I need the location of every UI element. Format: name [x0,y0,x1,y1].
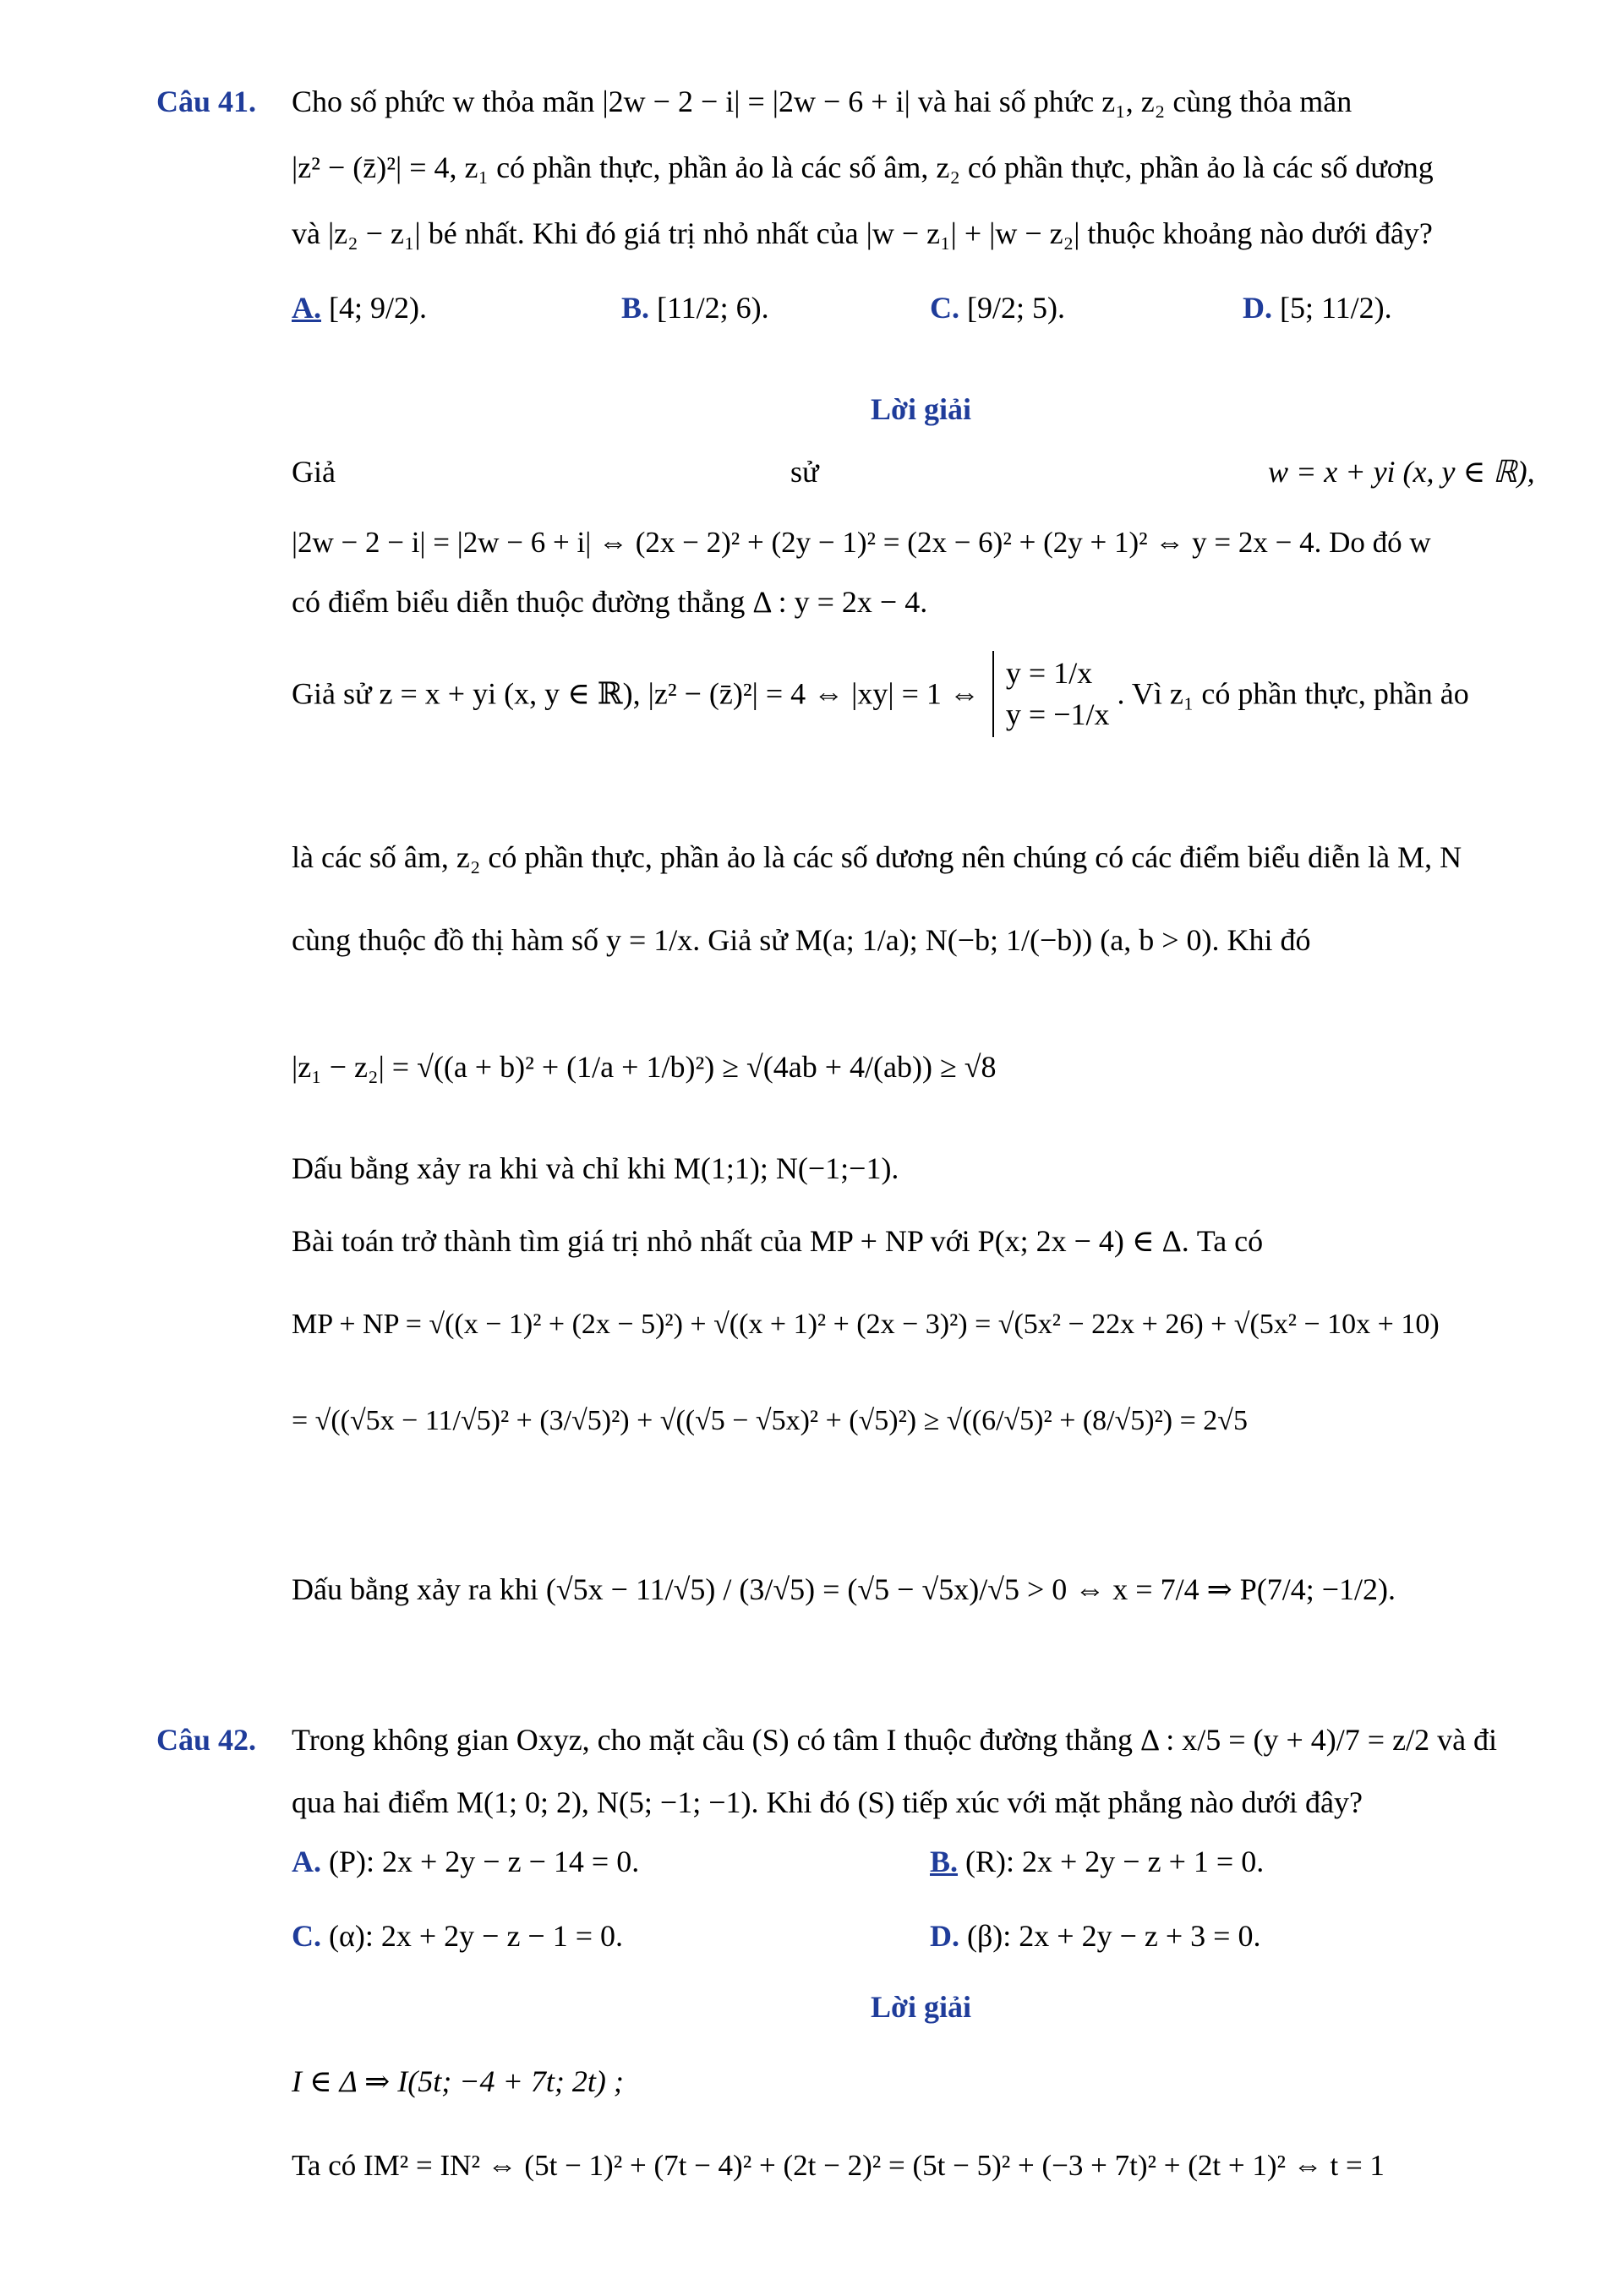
question-42-stem-line2: qua hai điểm M(1; 0; 2), N(5; −1; −1). Khi đó (S) tiếp xúc với mặt phẳng nào dưới đây? [292,1785,1363,1819]
question-42-option-a [292,1843,639,1881]
solution-41-line10: MP + NP = √((x − 1)² + (2x − 5)²) + √((x + 1)² + (2x − 3)²) = √(5x² − 22x + 26) + √(5x² − 10x + 10) [292,1309,1440,1340]
question-41-number: Câu 41. [156,85,257,118]
solution-41-line8: Dấu bằng xảy ra khi và chỉ khi M(1;1); N(−1;−1). [292,1151,899,1185]
solution-41-line1-formula: w = x + yi (x, y ∈ ℝ), [1268,455,1535,489]
solution-41-line9: Bài toán trở thành tìm giá trị nhỏ nhất của MP + NP với P(x; 2x − 4) ∈ Δ. Ta có [292,1224,1264,1258]
solution-41-line2: |2w − 2 − i| = |2w − 6 + i| ⇔ (2x − 2)² + (2y − 1)² = (2x − 6)² + (2y + 1)² ⇔ y = 2x − 4. Do đó w [292,526,1431,559]
solution-41-line11: = √((√5x − 11/√5)² + (3/√5)²) + √((√5 − √5x)² + (√5)²) ≥ √((6/√5)² + (8/√5)²) = 2√5 [292,1405,1248,1436]
q42-option-d-key: D. [930,1919,959,1953]
option-c-key: C. [930,291,959,325]
solution-41-line12-formula: (√5x − 11/√5) / (3/√5) = (√5 − √5x)/√5 > 0 ⇔ x = 7/4 ⇒ P(7/4; −1/2). [545,1572,1396,1606]
q42-option-d-text: (β): 2x + 2y − z + 3 = 0. [967,1919,1261,1953]
question-42-number: Câu 42. [156,1723,257,1757]
q42-option-b-key: B. [930,1845,959,1878]
solution-41-line12 [292,1571,1396,1609]
solution-41-line1-word2: sử [790,455,819,489]
q42-option-a-text: (P): 2x + 2y − z − 14 = 0. [329,1845,640,1878]
option-b-key: B. [621,291,650,325]
question-41-solution-title: Lời giải [871,392,971,426]
solution-42-line1: I ∈ Δ ⇒ I(5t; −4 + 7t; 2t) ; [292,2064,624,2098]
q42-option-c-text: (α): 2x + 2y − z − 1 = 0. [329,1919,624,1953]
option-a-key: A. [292,291,321,325]
solution-41-system [992,651,1110,737]
question-42-option-c [292,1917,623,1955]
solution-41-line1-word1: Giả [292,455,336,489]
solution-42-line2: Ta có IM² = IN² ⇔ (5t − 1)² + (7t − 4)² + (2t − 2)² = (5t − 5)² + (−3 + 7t)² + (2t + 1)² ⇔ t = 1 [292,2149,1385,2182]
question-41-stem-line2: |z² − (z̄)²| = 4, z₁ có phần thực, phần ảo là các số âm, z₂ có phần thực, phần ảo là các số dương [292,150,1434,184]
solution-41-line4 [292,651,1469,820]
question-42-stem-line1: Trong không gian Oxyz, cho mặt cầu (S) có tâm I thuộc đường thẳng Δ : x/5 = (y + 4)/7 = z/2 và đi [292,1723,1498,1757]
option-a-text: [4; 9/2). [329,291,427,325]
solution-41-line4-tail: . Vì z₁ có phần thực, phần ảo [1117,676,1469,711]
solution-41-line3: có điểm biểu diễn thuộc đường thẳng Δ : y = 2x − 4. [292,585,928,619]
question-42-option-d [930,1917,1260,1955]
solution-41-system-eq1: y = 1/x [1005,656,1093,690]
question-41-stem-line3: và |z₂ − z₁| bé nhất. Khi đó giá trị nhỏ nhất của |w − z₁| + |w − z₂| thuộc khoảng nào dưới đây? [292,216,1433,250]
q42-option-b-text: (R): 2x + 2y − z + 1 = 0. [965,1845,1265,1878]
question-42-option-b [930,1843,1264,1881]
option-d-text: [5; 11/2). [1280,291,1392,325]
solution-41-line6: cùng thuộc đồ thị hàm số y = 1/x. Giả sử M(a; 1/a); N(−b; 1/(−b)) (a, b > 0). Khi đó [292,923,1311,957]
question-41-option-d [1243,289,1392,327]
solution-41-line4-lead: Giả sử z = x + yi (x, y ∈ ℝ), |z² − (z̄)²| = 4 ⇔ |xy| = 1 ⇔ [292,676,980,711]
question-41-option-c [930,289,1065,327]
question-42-solution-title: Lời giải [871,1990,971,2024]
solution-41-line12-lead: Dấu bằng xảy ra khi [292,1572,538,1606]
option-c-text: [9/2; 5). [967,291,1065,325]
q42-option-a-key: A. [292,1845,321,1878]
solution-41-line7: |z₁ − z₂| = √((a + b)² + (1/a + 1/b)²) ≥ √(4ab + 4/(ab)) ≥ √8 [292,1050,997,1084]
question-41-option-b [621,289,769,327]
question-41-option-a [292,289,427,327]
solution-41-line5: là các số âm, z₂ có phần thực, phần ảo là các số dương nên chúng có các điểm biểu diễn là M, N [292,840,1462,874]
option-d-key: D. [1243,291,1272,325]
option-b-text: [11/2; 6). [657,291,769,325]
solution-41-system-eq2: y = −1/x [1005,697,1110,731]
q42-option-c-key: C. [292,1919,321,1953]
question-41-stem-line1: Cho số phức w thỏa mãn |2w − 2 − i| = |2w − 6 + i| và hai số phức z₁, z₂ cùng thỏa mãn [292,85,1352,118]
